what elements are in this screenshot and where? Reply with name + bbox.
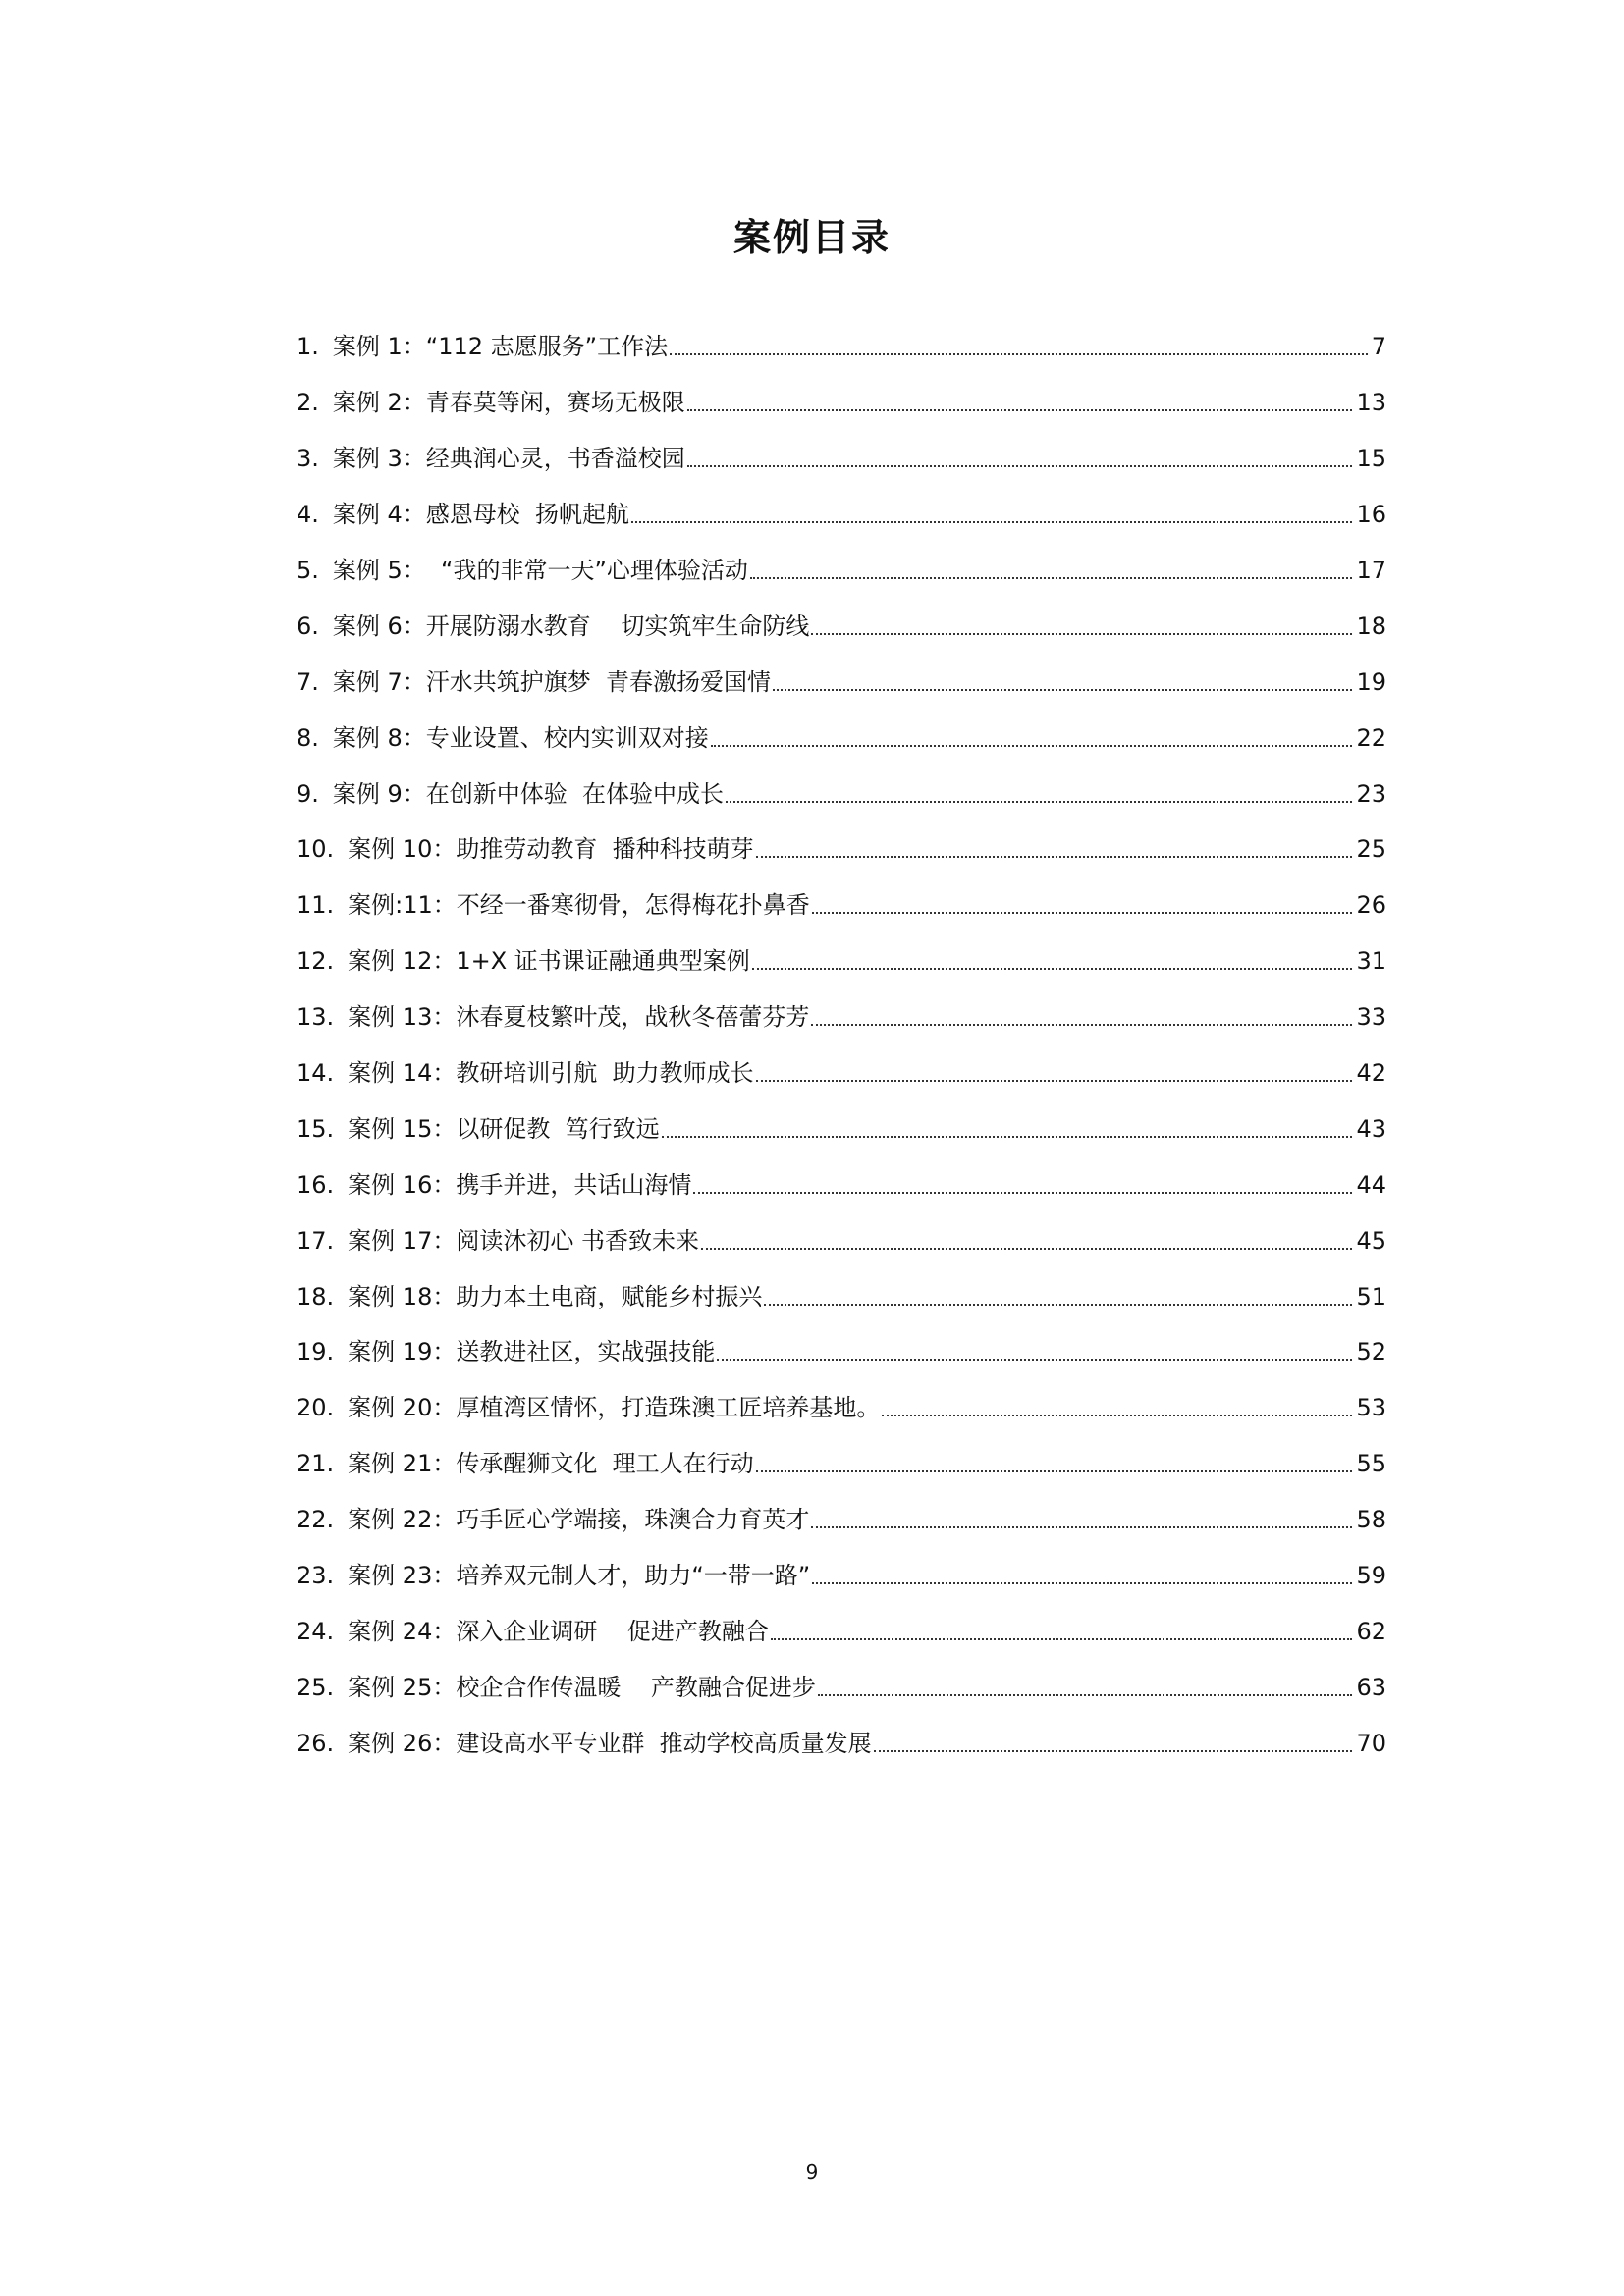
toc-entry-number: 4. bbox=[297, 501, 319, 529]
toc-entry-title: 案例 6：开展防溺水教育 切实筑牢生命防线 bbox=[332, 612, 810, 640]
toc-entry[interactable] bbox=[297, 375, 1386, 431]
toc-entry[interactable] bbox=[297, 989, 1386, 1045]
toc-dot-leader bbox=[756, 856, 1353, 858]
toc-entry-page: 59 bbox=[1356, 1562, 1386, 1590]
toc-dot-leader bbox=[811, 1024, 1352, 1026]
toc-entry[interactable] bbox=[297, 1045, 1386, 1101]
toc-entry-number: 14. bbox=[297, 1059, 335, 1088]
toc-entry-title: 案例 20：厚植湾区情怀，打造珠澳工匠培养基地。 bbox=[348, 1394, 881, 1422]
toc-entry-title: 案例 7：汗水共筑护旗梦 青春激扬爱国情 bbox=[332, 667, 772, 696]
toc-dot-leader bbox=[662, 1136, 1353, 1138]
toc-entry[interactable] bbox=[297, 1492, 1386, 1548]
toc-dot-leader bbox=[764, 1304, 1352, 1306]
toc-entry[interactable] bbox=[297, 1715, 1386, 1771]
toc-entry-page: 26 bbox=[1356, 891, 1386, 920]
toc-entry-number: 11. bbox=[297, 891, 335, 920]
toc-dot-leader bbox=[874, 1750, 1353, 1752]
toc-entry[interactable] bbox=[297, 319, 1386, 375]
toc-entry-number: 7. bbox=[297, 667, 319, 696]
toc-entry-page: 52 bbox=[1356, 1338, 1386, 1366]
toc-entry-page: 31 bbox=[1356, 947, 1386, 976]
toc-dot-leader bbox=[811, 633, 1352, 635]
toc-entry-number: 12. bbox=[297, 947, 335, 976]
toc-entry-number: 21. bbox=[297, 1450, 335, 1478]
toc-entry-page: 25 bbox=[1356, 835, 1386, 864]
toc-entry-title: 案例 3：经典润心灵，书香溢校园 bbox=[332, 445, 685, 473]
toc-entry-title: 案例 16：携手并进，共话山海情 bbox=[348, 1170, 692, 1199]
toc-entry-page: 44 bbox=[1356, 1170, 1386, 1199]
toc-entry-number: 23. bbox=[297, 1562, 335, 1590]
toc-dot-leader bbox=[687, 409, 1353, 411]
toc-entry-number: 18. bbox=[297, 1282, 335, 1310]
toc-entry-page: 43 bbox=[1356, 1114, 1386, 1143]
toc-dot-leader bbox=[693, 1192, 1352, 1194]
toc-entry-page: 18 bbox=[1356, 612, 1386, 640]
toc-dot-leader bbox=[771, 1638, 1353, 1640]
toc-entry-title: 案例 12：1+X 证书课证融通典型案例 bbox=[348, 947, 750, 976]
toc-dot-leader bbox=[687, 465, 1353, 467]
toc-entry-number: 17. bbox=[297, 1226, 335, 1255]
toc-entry-number: 10. bbox=[297, 835, 335, 864]
toc-entry-page: 70 bbox=[1356, 1729, 1386, 1757]
toc-entry-title: 案例 25：校企合作传温暖 产教融合促进步 bbox=[348, 1673, 816, 1701]
toc-entry[interactable] bbox=[297, 766, 1386, 822]
toc-entry-title: 案例 21：传承醒狮文化 理工人在行动 bbox=[348, 1450, 754, 1478]
toc-entry-title: 案例 26：建设高水平专业群 推动学校高质量发展 bbox=[348, 1729, 872, 1757]
toc-entry-number: 5. bbox=[297, 557, 319, 584]
toc-entry-page: 17 bbox=[1356, 557, 1386, 584]
toc-dot-leader bbox=[882, 1415, 1352, 1416]
toc-dot-leader bbox=[711, 745, 1353, 747]
toc-dot-leader bbox=[756, 1470, 1353, 1472]
toc-entry-title: 案例 9：在创新中体验 在体验中成长 bbox=[332, 779, 725, 808]
toc-entry-number: 9. bbox=[297, 779, 319, 808]
toc-entry[interactable] bbox=[297, 1380, 1386, 1436]
toc-entry-number: 26. bbox=[297, 1729, 335, 1757]
toc-entry[interactable] bbox=[297, 1659, 1386, 1715]
toc-entry[interactable] bbox=[297, 1268, 1386, 1324]
toc-dot-leader bbox=[726, 801, 1352, 803]
toc-entry[interactable] bbox=[297, 654, 1386, 710]
toc-entry-title: 案例 2：青春莫等闲，赛场无极限 bbox=[332, 389, 685, 417]
toc-entry[interactable] bbox=[297, 710, 1386, 766]
toc-entry-title: 案例 13：沐春夏枝繁叶茂，战秋冬蓓蕾芬芳 bbox=[348, 1003, 810, 1032]
toc-entry-title: 案例 1：“112 志愿服务”工作法 bbox=[332, 333, 669, 361]
toc-dot-leader bbox=[812, 1582, 1352, 1584]
page-number: 9 bbox=[805, 2161, 819, 2184]
toc-entry[interactable] bbox=[297, 487, 1386, 543]
table-of-contents bbox=[297, 319, 1386, 1771]
toc-entry-page: 7 bbox=[1371, 333, 1386, 361]
toc-entry-title: 案例 14：教研培训引航 助力教师成长 bbox=[348, 1059, 754, 1088]
toc-entry[interactable] bbox=[297, 1212, 1386, 1268]
toc-entry-title: 案例 22：巧手匠心学端接，珠澳合力育英才 bbox=[348, 1506, 810, 1534]
toc-entry-title: 案例 18：助力本土电商，赋能乡村振兴 bbox=[348, 1282, 763, 1310]
toc-entry-page: 55 bbox=[1356, 1450, 1386, 1478]
toc-entry-page: 15 bbox=[1356, 445, 1386, 473]
toc-entry-title: 案例:11：不经一番寒彻骨，怎得梅花扑鼻香 bbox=[348, 891, 810, 920]
toc-dot-leader bbox=[812, 912, 1353, 914]
toc-entry-number: 24. bbox=[297, 1617, 335, 1645]
toc-entry[interactable] bbox=[297, 543, 1386, 599]
toc-entry-number: 16. bbox=[297, 1170, 335, 1199]
toc-entry[interactable] bbox=[297, 598, 1386, 654]
toc-dot-leader bbox=[811, 1526, 1352, 1528]
toc-entry[interactable] bbox=[297, 1100, 1386, 1156]
toc-entry-title: 案例 24：深入企业调研 促进产教融合 bbox=[348, 1617, 769, 1645]
toc-entry-number: 25. bbox=[297, 1673, 335, 1701]
toc-entry-page: 63 bbox=[1356, 1673, 1386, 1701]
toc-entry-page: 16 bbox=[1356, 501, 1386, 529]
toc-entry[interactable] bbox=[297, 1324, 1386, 1380]
toc-entry-title: 案例 15：以研促教 笃行致远 bbox=[348, 1114, 660, 1143]
toc-entry-page: 62 bbox=[1356, 1617, 1386, 1645]
toc-dot-leader bbox=[756, 1080, 1353, 1082]
toc-entry-title: 案例 4：感恩母校 扬帆起航 bbox=[332, 501, 630, 529]
toc-entry[interactable] bbox=[297, 822, 1386, 878]
toc-entry-number: 13. bbox=[297, 1003, 335, 1032]
toc-entry-number: 2. bbox=[297, 389, 319, 417]
toc-entry[interactable] bbox=[297, 431, 1386, 487]
toc-entry-page: 51 bbox=[1356, 1282, 1386, 1310]
toc-entry[interactable] bbox=[297, 1603, 1386, 1659]
toc-entry-page: 13 bbox=[1356, 389, 1386, 417]
toc-entry-page: 23 bbox=[1356, 779, 1386, 808]
toc-entry-number: 15. bbox=[297, 1114, 335, 1143]
toc-dot-leader bbox=[631, 521, 1352, 523]
toc-entry-page: 53 bbox=[1356, 1394, 1386, 1422]
toc-entry-number: 22. bbox=[297, 1506, 335, 1534]
toc-entry-title: 案例 5： “我的非常一天”心理体验活动 bbox=[332, 557, 748, 584]
toc-entry-page: 19 bbox=[1356, 667, 1386, 696]
toc-entry-page: 42 bbox=[1356, 1059, 1386, 1088]
toc-entry-number: 1. bbox=[297, 333, 319, 361]
toc-dot-leader bbox=[773, 689, 1352, 691]
toc-dot-leader bbox=[701, 1248, 1352, 1250]
toc-entry-page: 33 bbox=[1356, 1003, 1386, 1032]
toc-entry[interactable] bbox=[297, 1436, 1386, 1492]
toc-entry-title: 案例 17：阅读沐初心 书香致未来 bbox=[348, 1226, 699, 1255]
toc-entry-page: 22 bbox=[1356, 723, 1386, 752]
toc-entry-title: 案例 8：专业设置、校内实训双对接 bbox=[332, 723, 709, 752]
toc-entry[interactable] bbox=[297, 1548, 1386, 1604]
toc-entry-page: 58 bbox=[1356, 1506, 1386, 1534]
toc-entry-page: 45 bbox=[1356, 1226, 1386, 1255]
toc-entry-title: 案例 23：培养双元制人才，助力“一带一路” bbox=[348, 1562, 811, 1590]
toc-entry[interactable] bbox=[297, 878, 1386, 934]
toc-entry[interactable] bbox=[297, 1156, 1386, 1212]
toc-dot-leader bbox=[670, 353, 1368, 355]
page-title: 案例目录 bbox=[732, 216, 891, 259]
toc-entry-number: 8. bbox=[297, 723, 319, 752]
toc-entry-title: 案例 10：助推劳动教育 播种科技萌芽 bbox=[348, 835, 754, 864]
toc-dot-leader bbox=[818, 1694, 1353, 1696]
toc-entry-number: 20. bbox=[297, 1394, 335, 1422]
toc-entry[interactable] bbox=[297, 934, 1386, 989]
toc-entry-number: 6. bbox=[297, 612, 319, 640]
toc-dot-leader bbox=[750, 577, 1353, 579]
toc-entry-number: 3. bbox=[297, 445, 319, 473]
toc-entry-number: 19. bbox=[297, 1338, 335, 1366]
toc-dot-leader bbox=[752, 968, 1353, 970]
toc-dot-leader bbox=[717, 1359, 1352, 1361]
toc-entry-title: 案例 19：送教进社区，实战强技能 bbox=[348, 1338, 716, 1366]
